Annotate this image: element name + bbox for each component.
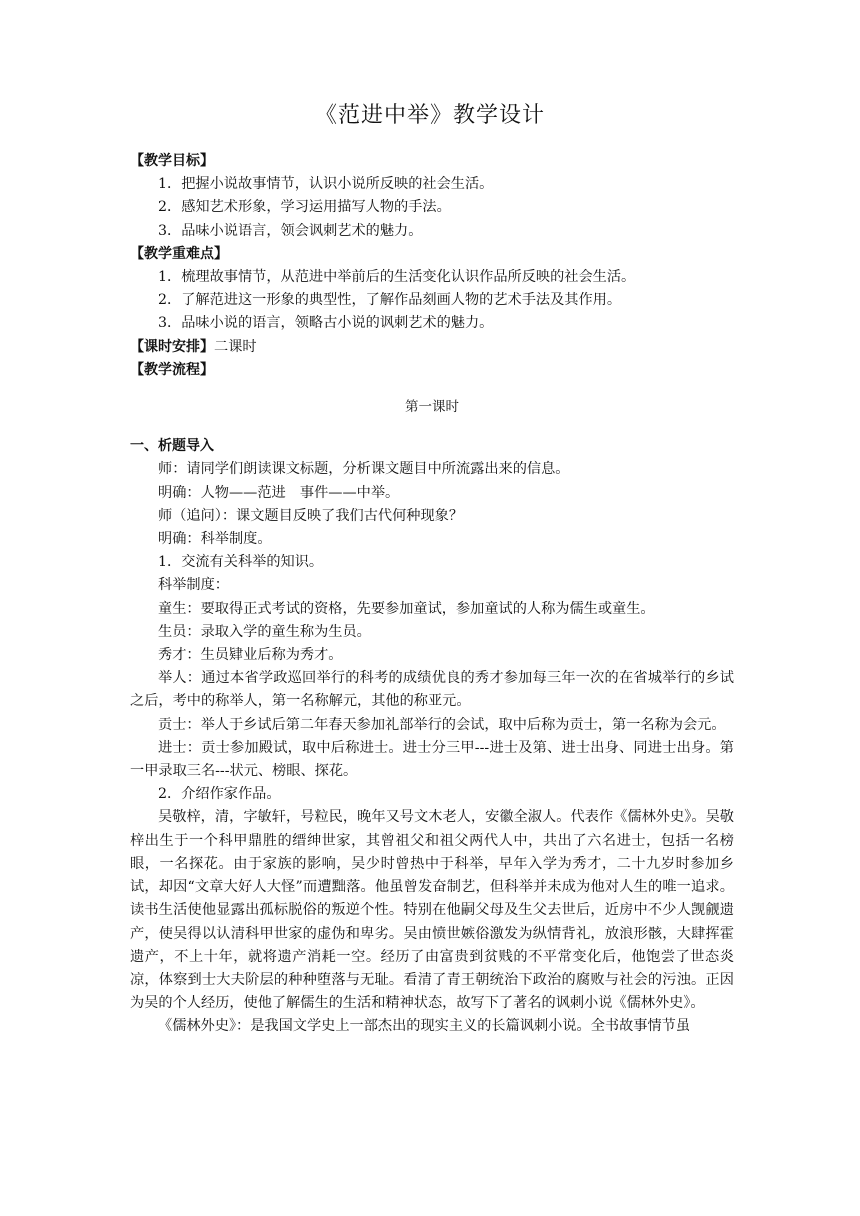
paragraph: 举人：通过本省学政巡回举行的科考的成绩优良的秀才参加每三年一次的在省城举行的乡试之后，考中的称举人，第一名称解元，其他的称亚元。 <box>130 670 734 710</box>
schedule-heading: 【课时安排】 <box>130 338 214 355</box>
paragraph: 科举制度： <box>158 577 229 594</box>
paragraph: 1．交流有关科举的知识。 <box>158 554 324 571</box>
objective-item: 2．感知艺术形象，学习运用描写人物的手法。 <box>158 199 451 216</box>
key-point-item: 2．了解范进这一形象的典型性，了解作品刻画人物的艺术手法及其作用。 <box>158 292 622 309</box>
paragraph: 《儒林外史》：是我国文学史上一部杰出的现实主义的长篇讽刺小说。全书故事情节虽 <box>158 1018 691 1035</box>
schedule-value: 二课时 <box>214 338 257 355</box>
lesson-heading: 第一课时 <box>405 399 459 416</box>
paragraph: 明确：科举制度。 <box>158 531 272 548</box>
paragraph: 师：请同学们朗读课文标题，分析课文题目中所流露出来的信息。 <box>158 461 570 478</box>
section-heading: 一、析题导入 <box>130 438 214 455</box>
paragraph: 生员：录取入学的童生称为生员。 <box>158 623 371 640</box>
key-point-item: 3．品味小说的语言，领略古小说的讽刺艺术的魅力。 <box>158 315 494 332</box>
paragraph: 进士：贡士参加殿试，取中后称进士。进士分三甲---进士及第、进士出身、同进士出身。第一甲录取三名---状元、榜眼、探花。 <box>130 739 734 780</box>
paragraph: 秀才：生员肄业后称为秀才。 <box>158 647 343 664</box>
key-point-item: 1．梳理故事情节，从范进中举前后的生活变化认识作品所反映的社会生活。 <box>158 269 636 286</box>
objectives-heading: 【教学目标】 <box>130 153 214 169</box>
document-body <box>130 150 734 1039</box>
key-points-heading: 【教学重难点】 <box>130 245 228 262</box>
schedule-line <box>130 336 734 359</box>
process-heading: 【教学流程】 <box>130 361 214 378</box>
paragraph: 2．介绍作家作品。 <box>158 786 281 803</box>
paragraph: 师（追问）：课文题目反映了我们古代何种现象？ <box>158 507 464 524</box>
page-title: 《范进中举》教学设计 <box>314 103 545 128</box>
objective-item: 1．把握小说故事情节，认识小说所反映的社会生活。 <box>158 176 494 193</box>
paragraph: 吴敬梓，清，字敏轩，号粒民，晚年又号文木老人，安徽全淑人。代表作《儒林外史》。吴敬梓出生于一个科甲鼎胜的缙绅世家，其曾祖父和祖父两代人中，共出了六名进士，包括一名榜眼，一名探花。由于家族的影响，吴少时曾热中于科举，早年入学为秀才，二十九岁时参加乡试，却因“文章大好人大怪”而遭黜落。他虽曾发奋制艺，但科举并未成为他对人生的唯一追求。读书生活使他显露出孤标脱俗的叛逆个性。特别在他嗣父母及生父去世后，近房中不少人觊觎遗产，使吴得以认清科甲世家的虚伪和卑劣。吴由愤世嫉俗激发为纵情背礼，放浪形骸，大肆挥霍遗产，不上十年，就将遗产消耗一空。经历了由富贵到贫贱的不平常变化后，他饱尝了世态炎凉，体察到士大夫阶层的种种堕落与无耻。看清了青王朝统治下政治的腐败与社会的污浊。正因为吴的个人经历，使他了解儒生的生活和精神状态，故写下了著名的讽刺小说《儒林外史》。 <box>130 809 734 1012</box>
paragraph: 童生：要取得正式考试的资格，先要参加童试，参加童试的人称为儒生或童生。 <box>158 600 655 617</box>
paragraph: 贡士：举人于乡试后第二年春天参加礼部举行的会试，取中后称为贡士，第一名称为会元。 <box>158 716 726 733</box>
paragraph: 明确：人物——范进 事件——中举。 <box>158 484 400 501</box>
objective-item: 3．品味小说语言，领会讽刺艺术的魅力。 <box>158 222 423 239</box>
